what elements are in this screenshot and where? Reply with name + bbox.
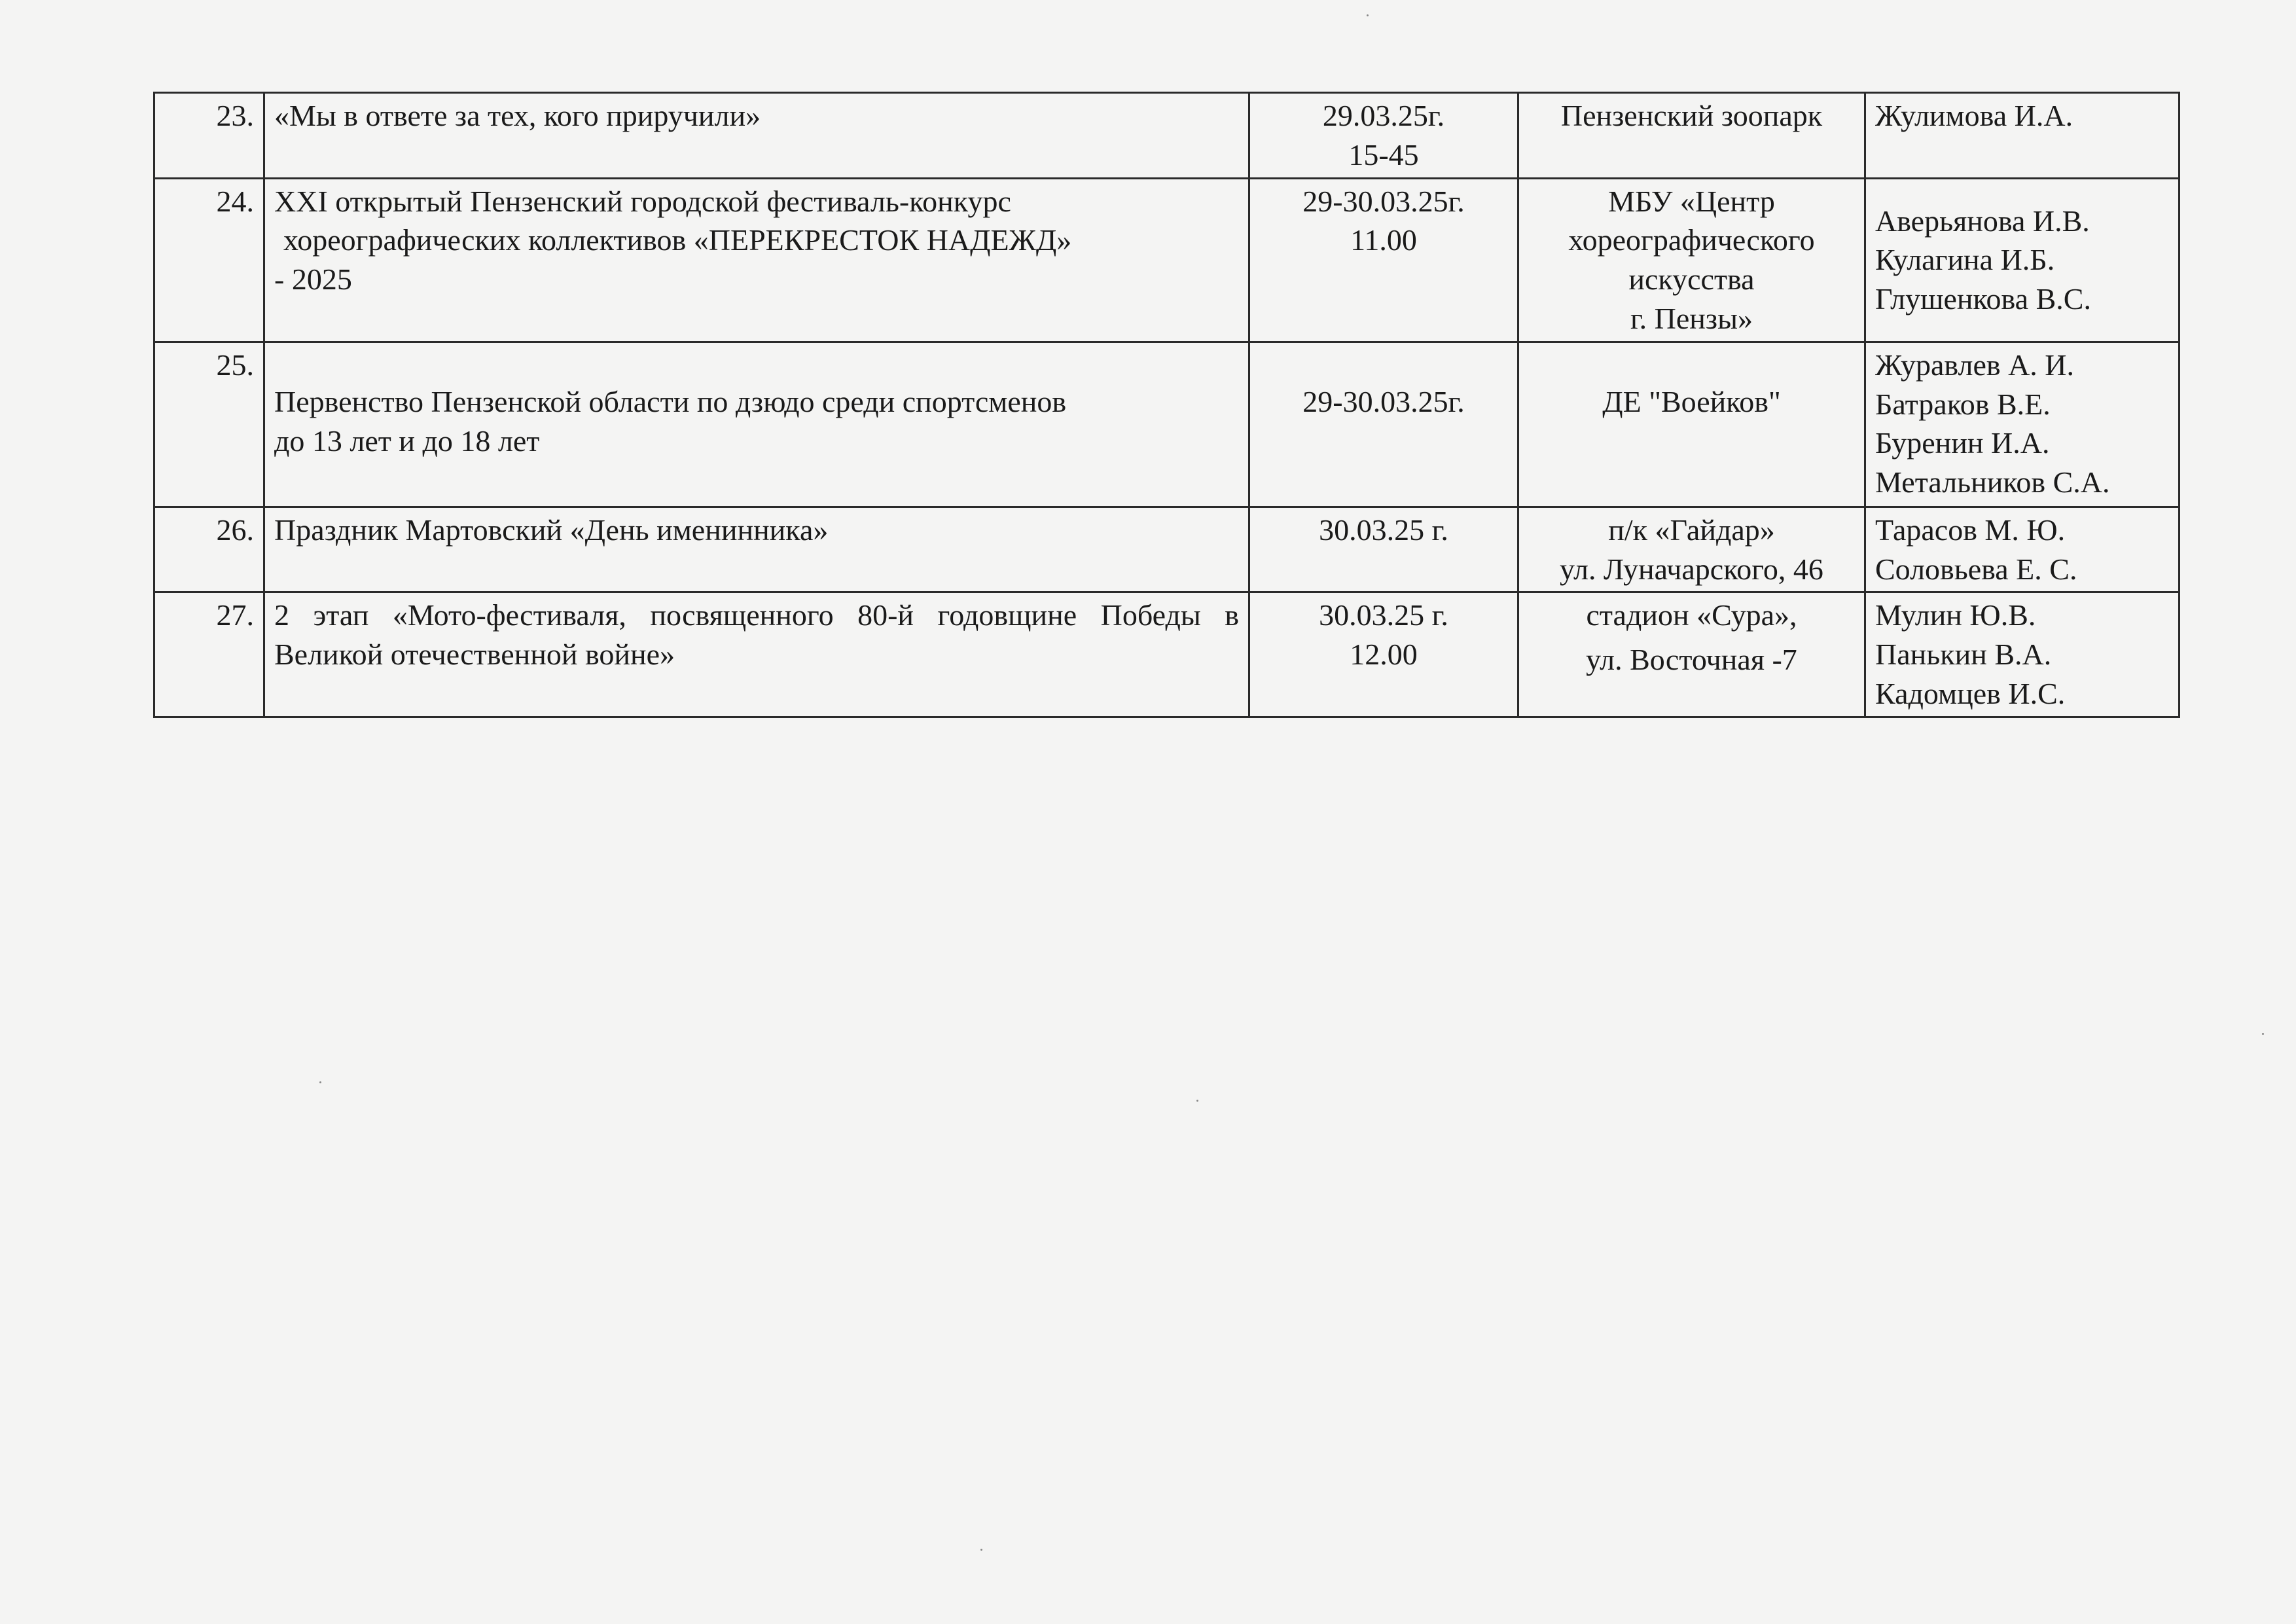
event-place — [1518, 178, 1865, 342]
date-line: 30.03.25 г. — [1319, 598, 1448, 632]
event-name — [264, 342, 1249, 507]
place-line: хореографического — [1568, 223, 1815, 257]
place-line: Пензенский зоопарк — [1560, 99, 1823, 132]
place-line: МБУ «Центр — [1608, 184, 1775, 218]
event-name — [264, 592, 1249, 717]
place-line: г. Пензы» — [1630, 301, 1753, 335]
scan-speck — [1196, 1100, 1198, 1102]
event-date — [1249, 93, 1518, 179]
event-name — [264, 507, 1249, 592]
event-name-line: «Мы в ответе за тех, кого приручили» — [274, 99, 761, 132]
event-name — [264, 93, 1249, 179]
event-name — [264, 178, 1249, 342]
responsible-line: Буренин И.А. — [1875, 426, 2050, 460]
date-line: 29.03.25г. — [1322, 99, 1445, 132]
event-responsible — [1865, 93, 2179, 179]
time-line: 11.00 — [1350, 223, 1417, 257]
event-name-line: Первенство Пензенской области по дзюдо среди спортсменов — [274, 384, 1067, 418]
row-number-text: 24. — [216, 184, 254, 218]
event-name-line: Праздник Мартовский «День именинника» — [274, 513, 829, 547]
responsible-line: Глушенкова В.С. — [1875, 282, 2091, 316]
responsible-line: Жулимова И.А. — [1875, 99, 2073, 132]
date-line: 29-30.03.25г. — [1302, 384, 1465, 418]
responsible-line: Кадомцев И.С. — [1875, 676, 2066, 710]
event-place — [1518, 507, 1865, 592]
scan-speck — [319, 1081, 321, 1083]
event-date — [1249, 507, 1518, 592]
place-line: п/к «Гайдар» — [1608, 513, 1775, 547]
table-row — [154, 507, 2179, 592]
scan-speck — [2262, 1033, 2264, 1035]
row-number — [154, 507, 264, 592]
row-number-text: 27. — [216, 598, 254, 632]
responsible-line: Мулин Ю.В. — [1875, 598, 2036, 632]
row-number-text: 23. — [216, 99, 254, 132]
place-line: ул. Луначарского, 46 — [1560, 552, 1823, 586]
event-place — [1518, 592, 1865, 717]
event-name-line: XXI открытый Пензенский городской фестиваль-конкурс — [274, 184, 1011, 218]
scan-speck — [1367, 14, 1369, 16]
place-line: ул. Восточная -7 — [1586, 643, 1797, 677]
responsible-line: Тарасов М. Ю. — [1875, 513, 2066, 547]
responsible-line: Батраков В.Е. — [1875, 387, 2051, 421]
scan-speck — [980, 1549, 982, 1551]
row-number — [154, 592, 264, 717]
responsible-line: Аверьянова И.В. — [1875, 204, 2090, 238]
table-row — [154, 93, 2179, 179]
event-responsible — [1865, 507, 2179, 592]
event-place — [1518, 342, 1865, 507]
responsible-line: Метальников С.А. — [1875, 465, 2110, 499]
responsible-line: Кулагина И.Б. — [1875, 243, 2055, 277]
table-row — [154, 342, 2179, 507]
row-number — [154, 93, 264, 179]
event-name-line: - 2025 — [274, 262, 352, 297]
event-name-line: до 13 лет и до 18 лет — [274, 424, 540, 458]
event-name-line: 2 этап «Мото-фестиваля, посвященного 80-й годовщине Победы в Великой отечественной войне» — [274, 598, 1239, 672]
time-line: 12.00 — [1350, 638, 1418, 672]
event-date — [1249, 342, 1518, 507]
table-row — [154, 178, 2179, 342]
event-responsible — [1865, 342, 2179, 507]
responsible-line: Журавлев А. И. — [1875, 348, 2075, 382]
row-number-text: 25. — [216, 348, 254, 382]
event-responsible — [1865, 178, 2179, 342]
responsible-line: Соловьева Е. С. — [1875, 552, 2077, 586]
row-number — [154, 342, 264, 507]
event-date — [1249, 178, 1518, 342]
place-line: стадион «Сура», — [1586, 598, 1797, 632]
events-table — [153, 92, 2180, 718]
event-name-line: хореографических коллективов «ПЕРЕКРЕСТОК НАДЕЖД» — [283, 223, 1072, 257]
event-place — [1518, 93, 1865, 179]
event-responsible — [1865, 592, 2179, 717]
time-line: 15-45 — [1348, 137, 1419, 171]
event-date — [1249, 592, 1518, 717]
place-line: ДЕ "Воейков" — [1602, 384, 1781, 418]
row-number — [154, 178, 264, 342]
responsible-line: Панькин В.А. — [1875, 638, 2052, 672]
place-line: искусства — [1628, 262, 1755, 297]
date-line: 29-30.03.25г. — [1302, 184, 1465, 218]
date-line: 30.03.25 г. — [1319, 513, 1448, 547]
row-number-text: 26. — [216, 513, 254, 547]
table-row — [154, 592, 2179, 717]
